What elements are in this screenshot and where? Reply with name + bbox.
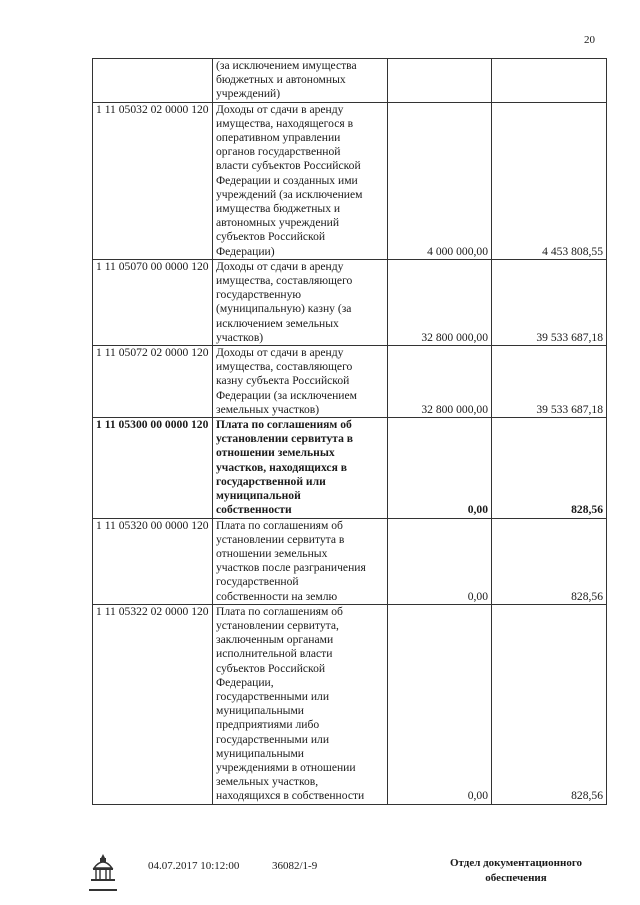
planned-amount-cell: 32 800 000,00 <box>388 346 492 418</box>
income-name-line: исполнительной власти <box>216 647 333 661</box>
income-name-line: исключением земельных <box>216 316 339 330</box>
income-name-line: заключенным органами <box>216 633 334 647</box>
kbk-code-cell: 1 11 05032 02 0000 120 <box>93 102 213 259</box>
actual-amount-cell: 39 533 687,18 <box>492 259 607 345</box>
income-name-line: государственной или <box>216 474 326 488</box>
page-number: 20 <box>584 34 595 46</box>
income-name-line: установлении сервитута в <box>216 532 345 546</box>
income-name-line: Федерации, <box>216 675 274 689</box>
planned-amount-cell: 0,00 <box>388 418 492 518</box>
income-name-line: (муниципальную) казну (за <box>216 302 352 316</box>
income-name-line: субъектов Российской <box>216 230 326 244</box>
income-name-line: муниципальной <box>216 489 301 503</box>
actual-amount-cell: 828,56 <box>492 418 607 518</box>
income-name-cell <box>213 418 388 518</box>
table-row <box>93 259 607 345</box>
actual-amount-cell: 828,56 <box>492 604 607 804</box>
income-name-line: власти субъектов Российской <box>216 159 361 173</box>
planned-amount-cell <box>388 59 492 103</box>
income-name-line: Плата по соглашениям об <box>216 418 352 432</box>
income-name-line: земельных участков, <box>216 775 319 789</box>
income-name-cell <box>213 518 388 604</box>
income-name-line: субъектов Российской <box>216 661 326 675</box>
income-name-line: государственными или <box>216 689 330 703</box>
table-row <box>93 102 607 259</box>
actual-amount-cell: 39 533 687,18 <box>492 346 607 418</box>
income-name-line: органов государственной <box>216 145 341 159</box>
income-name-line: Доходы от сдачи в аренду <box>216 346 344 360</box>
income-name-line: отношении земельных <box>216 446 335 460</box>
kbk-code-cell: 1 11 05322 02 0000 120 <box>93 604 213 804</box>
income-name-line: казну субъекта Российской <box>216 374 350 388</box>
table-row <box>93 346 607 418</box>
kbk-code-cell: 1 11 05072 02 0000 120 <box>93 346 213 418</box>
footer-department: Отдел документационного обеспечения <box>449 857 583 884</box>
table-row <box>93 604 607 804</box>
income-name-line: государственной <box>216 575 299 589</box>
kbk-code-cell: 1 11 05070 00 0000 120 <box>93 259 213 345</box>
income-name-cell <box>213 346 388 418</box>
income-name-line: Плата по соглашениям об <box>216 604 343 618</box>
actual-amount-cell: 828,56 <box>492 518 607 604</box>
income-name-line: имущества, составляющего <box>216 360 353 374</box>
income-name-line: учреждений (за исключением <box>216 187 363 201</box>
income-name-line: собственности <box>216 503 292 517</box>
planned-amount-cell: 0,00 <box>388 518 492 604</box>
income-name-cell <box>213 259 388 345</box>
income-name-line: имущества, составляющего <box>216 274 353 288</box>
income-name-line: имущества, находящегося в <box>216 116 354 130</box>
budget-table <box>92 58 607 805</box>
income-name-line: установлении сервитута в <box>216 432 354 446</box>
income-name-line: учреждений) <box>216 87 281 101</box>
income-name-line: участков, находящихся в <box>216 460 348 474</box>
income-name-line: участков) <box>216 330 264 344</box>
income-name-line: предприятиями либо <box>216 718 320 732</box>
income-name-line: земельных участков) <box>216 402 320 416</box>
income-name-line: Федерации) <box>216 244 275 258</box>
table-row <box>93 518 607 604</box>
income-name-line: государственную <box>216 288 302 302</box>
income-name-line: находящихся в собственности <box>216 789 365 803</box>
income-name-line: участков после разграничения <box>216 561 366 575</box>
page-footer <box>0 848 640 898</box>
income-name-line: (за исключением имущества <box>216 59 357 72</box>
income-name-cell <box>213 102 388 259</box>
actual-amount-cell: 4 453 808,55 <box>492 102 607 259</box>
income-name-line: учреждениями в отношении <box>216 760 356 774</box>
table-row <box>93 418 607 518</box>
income-name-line: Плата по соглашениям об <box>216 518 343 532</box>
income-name-cell <box>213 604 388 804</box>
income-name-line: оперативном управлении <box>216 131 341 145</box>
income-name-line: установлении сервитута, <box>216 618 339 632</box>
income-name-line: отношении земельных <box>216 546 328 560</box>
actual-amount-cell <box>492 59 607 103</box>
kbk-code-cell <box>93 59 213 103</box>
planned-amount-cell: 4 000 000,00 <box>388 102 492 259</box>
duma-logo-icon <box>88 852 118 892</box>
footer-datetime: 04.07.2017 10:12:00 <box>148 860 240 872</box>
planned-amount-cell: 32 800 000,00 <box>388 259 492 345</box>
income-name-line: муниципальными <box>216 746 305 760</box>
income-name-line: Доходы от сдачи в аренду <box>216 259 344 273</box>
footer-registration-number: 36082/1-9 <box>272 860 318 872</box>
table-row <box>93 59 607 103</box>
income-name-cell <box>213 59 388 103</box>
income-name-line: автономных учреждений <box>216 216 340 230</box>
budget-table-body <box>93 59 607 805</box>
income-name-line: государственными или <box>216 732 330 746</box>
income-name-line: Федерации (за исключением <box>216 388 357 402</box>
income-name-line: Доходы от сдачи в аренду <box>216 102 344 116</box>
income-name-line: имущества бюджетных и <box>216 202 341 216</box>
income-name-line: бюджетных и автономных <box>216 73 346 87</box>
kbk-code-cell: 1 11 05320 00 0000 120 <box>93 518 213 604</box>
income-name-line: Федерации и созданных ими <box>216 173 358 187</box>
income-name-line: собственности на землю <box>216 589 338 603</box>
income-name-line: муниципальными <box>216 704 305 718</box>
kbk-code-cell: 1 11 05300 00 0000 120 <box>93 418 213 518</box>
planned-amount-cell: 0,00 <box>388 604 492 804</box>
